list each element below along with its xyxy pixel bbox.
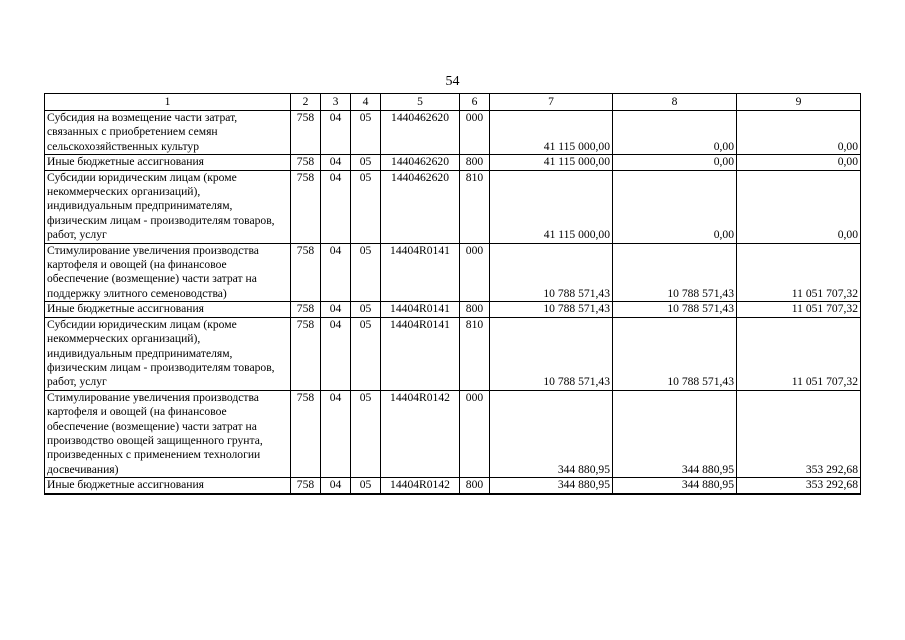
row-col-9: 353 292,68 [737,478,861,494]
header-cell-4: 4 [351,94,381,111]
row-col-6: 810 [460,170,490,243]
row-description: Субсидии юридическим лицам (кроме некоммерческих организаций), индивидуальным предпринимателям, физическим лицам - производителям товаров, работ, услуг [45,170,291,243]
row-col-6: 000 [460,111,490,155]
row-description: Стимулирование увеличения производства картофеля и овощей (на финансовое обеспечение (возмещение) части затрат на производство овощей защищенного грунта, произведенных с применением технологии досвечивания) [45,390,291,477]
table-row [45,390,861,477]
row-col-9: 0,00 [737,111,861,155]
row-col-5: 1440462620 [381,111,460,155]
row-col-2: 758 [291,478,321,494]
row-col-8: 344 880,95 [613,390,737,477]
row-col-5: 14404R0142 [381,478,460,494]
row-col-4: 05 [351,243,381,302]
row-col-9: 11 051 707,32 [737,243,861,302]
row-col-2: 758 [291,317,321,390]
row-col-5: 1440462620 [381,170,460,243]
row-col-9: 0,00 [737,170,861,243]
row-description: Субсидии юридическим лицам (кроме некоммерческих организаций), индивидуальным предпринимателям, физическим лицам - производителям товаров, работ, услуг [45,317,291,390]
row-col-5: 14404R0142 [381,390,460,477]
table-row [45,317,861,390]
row-col-7: 41 115 000,00 [490,155,613,170]
row-col-3: 04 [321,243,351,302]
row-col-3: 04 [321,155,351,170]
row-col-3: 04 [321,390,351,477]
row-col-8: 0,00 [613,155,737,170]
row-col-3: 04 [321,317,351,390]
row-col-6: 800 [460,155,490,170]
row-col-4: 05 [351,302,381,317]
page-number: 54 [445,74,460,89]
row-col-6: 800 [460,302,490,317]
table-row [45,111,861,155]
row-col-6: 810 [460,317,490,390]
table-row [45,478,861,494]
table-row [45,170,861,243]
row-col-4: 05 [351,478,381,494]
row-description: Иные бюджетные ассигнования [45,302,291,317]
row-col-2: 758 [291,170,321,243]
row-col-8: 0,00 [613,170,737,243]
header-cell-5: 5 [381,94,460,111]
row-col-5: 14404R0141 [381,317,460,390]
row-col-7: 10 788 571,43 [490,317,613,390]
row-col-7: 41 115 000,00 [490,170,613,243]
table-row [45,302,861,317]
row-col-8: 10 788 571,43 [613,317,737,390]
header-cell-6: 6 [460,94,490,111]
row-col-3: 04 [321,478,351,494]
row-col-5: 14404R0141 [381,243,460,302]
row-description: Иные бюджетные ассигнования [45,478,291,494]
row-col-5: 1440462620 [381,155,460,170]
row-col-3: 04 [321,170,351,243]
row-col-7: 10 788 571,43 [490,302,613,317]
header-cell-9: 9 [737,94,861,111]
row-col-8: 344 880,95 [613,478,737,494]
row-col-9: 11 051 707,32 [737,317,861,390]
header-cell-3: 3 [321,94,351,111]
row-col-2: 758 [291,155,321,170]
row-col-7: 344 880,95 [490,478,613,494]
row-col-8: 10 788 571,43 [613,243,737,302]
row-col-7: 344 880,95 [490,390,613,477]
row-col-9: 353 292,68 [737,390,861,477]
table-row [45,243,861,302]
header-cell-8: 8 [613,94,737,111]
row-col-4: 05 [351,155,381,170]
row-col-5: 14404R0141 [381,302,460,317]
header-row [45,94,861,111]
row-col-6: 000 [460,243,490,302]
row-description: Иные бюджетные ассигнования [45,155,291,170]
row-col-2: 758 [291,111,321,155]
row-col-3: 04 [321,111,351,155]
header-cell-2: 2 [291,94,321,111]
row-col-8: 10 788 571,43 [613,302,737,317]
row-col-2: 758 [291,390,321,477]
row-col-7: 41 115 000,00 [490,111,613,155]
row-col-3: 04 [321,302,351,317]
row-description: Субсидия на возмещение части затрат, связанных с приобретением семян сельскохозяйственных культур [45,111,291,155]
row-col-6: 000 [460,390,490,477]
header-cell-7: 7 [490,94,613,111]
row-col-7: 10 788 571,43 [490,243,613,302]
row-col-8: 0,00 [613,111,737,155]
header-cell-1: 1 [45,94,291,111]
table-row [45,155,861,170]
row-col-2: 758 [291,302,321,317]
row-col-6: 800 [460,478,490,494]
row-col-4: 05 [351,111,381,155]
row-col-2: 758 [291,243,321,302]
row-col-9: 0,00 [737,155,861,170]
row-col-9: 11 051 707,32 [737,302,861,317]
row-description: Стимулирование увеличения производства картофеля и овощей (на финансовое обеспечение (возмещение) части затрат на поддержку элитного семеноводства) [45,243,291,302]
row-col-4: 05 [351,170,381,243]
row-col-4: 05 [351,390,381,477]
row-col-4: 05 [351,317,381,390]
budget-table [44,93,861,495]
